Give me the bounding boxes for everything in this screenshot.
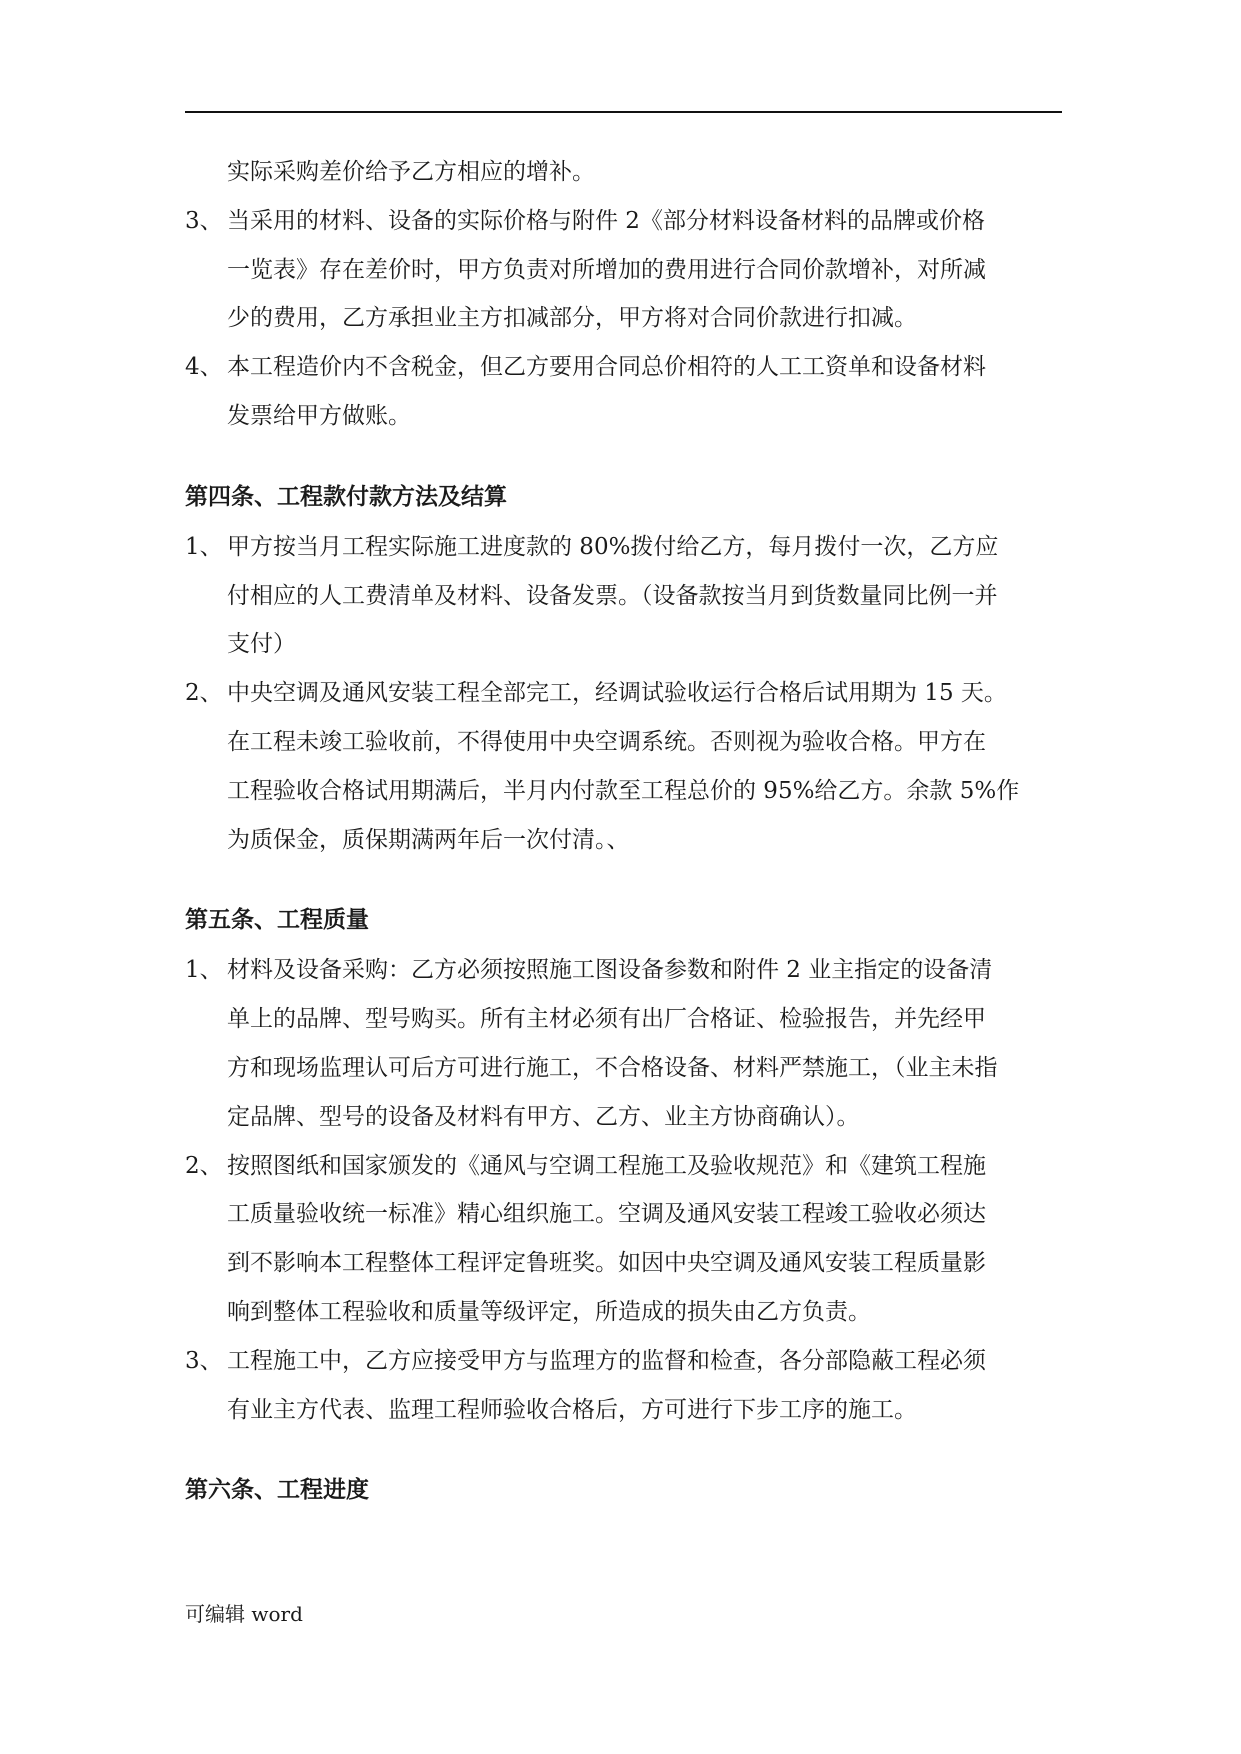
paragraph-line: 工质量验收统一标准》精心组织施工。空调及通风安装工程竣工验收必须达 [227,1201,986,1228]
section-heading-4: 第四条、工程款付款方法及结算 [185,483,507,510]
paragraph-line: 实际采购差价给予乙方相应的增补。 [227,159,595,185]
list-text: 材料及设备采购：乙方必须按照施工图设备参数和附件 2 业主指定的设备清 [227,957,993,984]
list-item-line [185,523,1065,572]
list-number: 1、 [185,533,223,560]
list-number: 2、 [185,680,223,707]
list-item-line [185,197,1065,246]
paragraph-line: 响到整体工程验收和质量等级评定，所造成的损失由乙方负责。 [227,1298,871,1325]
page-footer: 可编辑 word [185,1602,303,1626]
list-number: 2、 [185,1152,223,1179]
paragraph-line: 支付） [227,631,296,658]
paragraph-line: 一览表》存在差价时，甲方负责对所增加的费用进行合同价款增补，对所减 [227,256,986,283]
list-text: 按照图纸和国家颁发的《通风与空调工程施工及验收规范》和《建筑工程施 [227,1152,986,1179]
list-text: 本工程造价内不含税金，但乙方要用合同总价相符的人工工资单和设备材料 [227,354,986,381]
list-number: 3、 [185,1347,223,1374]
section-gap [185,864,1065,894]
list-item-line [185,946,1065,995]
paragraph-line: 发票给甲方做账。 [227,402,411,429]
list-item-line [185,669,1065,718]
list-number: 1、 [185,957,223,984]
list-text: 中央空调及通风安装工程全部完工，经调试验收运行合格后试用期为 15 天。 [227,680,1007,707]
section-heading-5: 第五条、工程质量 [185,907,369,934]
paragraph-line: 工程验收合格试用期满后，半月内付款至工程总价的 95%给乙方。余款 5%作 [227,777,1020,804]
contract-body [185,148,1065,1516]
list-number: 4、 [185,354,223,381]
paragraph-line: 单上的品牌、型号购买。所有主材必须有出厂合格证、检验报告，并先经甲 [227,1006,986,1033]
section-gap [185,1434,1065,1464]
list-item-line [185,1337,1065,1386]
list-item-line [185,1142,1065,1191]
list-text: 工程施工中，乙方应接受甲方与监理方的监督和检查，各分部隐蔽工程必须 [227,1347,986,1374]
paragraph-line: 少的费用，乙方承担业主方扣减部分，甲方将对合同价款进行扣减。 [227,305,917,332]
paragraph-line: 为质保金，质保期满两年后一次付清。、 [227,826,630,853]
list-number: 3、 [185,207,223,234]
header-rule [185,111,1062,113]
paragraph-line: 在工程未竣工验收前，不得使用中央空调系统。否则视为验收合格。甲方在 [227,728,986,755]
section-heading-6: 第六条、工程进度 [185,1477,369,1504]
list-text: 甲方按当月工程实际施工进度款的 80%拨付给乙方，每月拨付一次，乙方应 [227,533,999,560]
list-text: 当采用的材料、设备的实际价格与附件 2《部分材料设备材料的品牌或价格 [227,207,985,234]
section-gap [185,441,1065,471]
paragraph-line: 到不影响本工程整体工程评定鲁班奖。如因中央空调及通风安装工程质量影 [227,1250,986,1277]
paragraph-line: 付相应的人工费清单及材料、设备发票。（设备款按当月到货数量同比例一并 [227,582,998,609]
list-item-line [185,343,1065,392]
paragraph-line: 定品牌、型号的设备及材料有甲方、乙方、业主方协商确认）。 [227,1103,860,1130]
paragraph-line: 方和现场监理认可后方可进行施工，不合格设备、材料严禁施工，（业主未指 [227,1054,998,1081]
paragraph-line: 有业主方代表、监理工程师验收合格后，方可进行下步工序的施工。 [227,1396,917,1423]
